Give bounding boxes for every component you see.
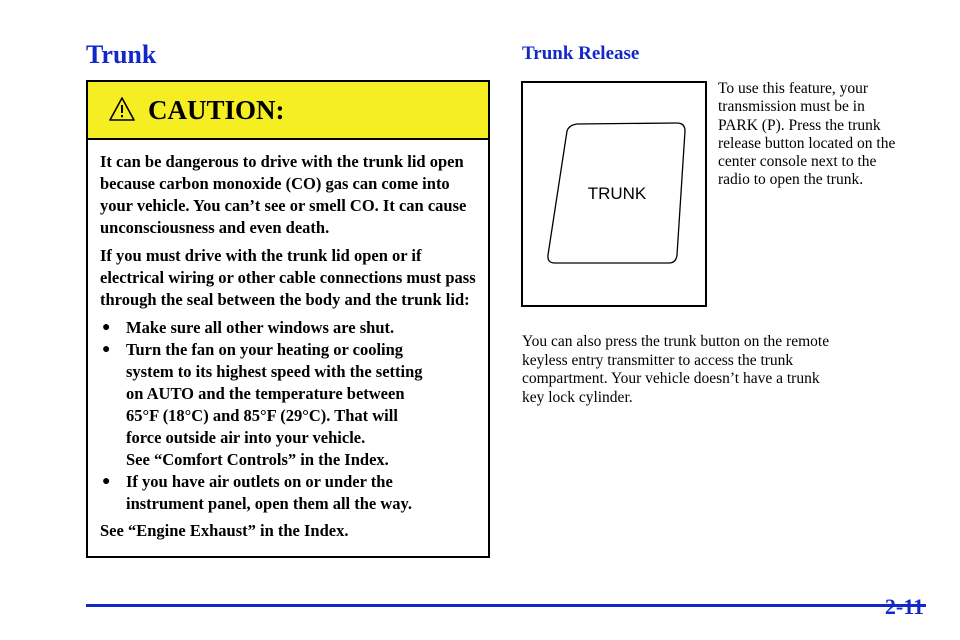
- bullet-icon: ●: [102, 474, 111, 489]
- page-number: 2-11: [884, 594, 924, 619]
- list-item: [100, 471, 476, 515]
- bullet-text: Make sure all other windows are shut.: [126, 318, 395, 337]
- bullet-icon: ●: [102, 342, 111, 357]
- footer-rule: [86, 604, 926, 607]
- caution-paragraph-1: It can be dangerous to drive with the trunk lid open because carbon monoxide (CO) gas can come into your vehicle. You can’t see or smell CO. It can cause unconsciousness and even death.: [100, 152, 467, 237]
- caution-body: [88, 140, 488, 542]
- page-title: Trunk: [86, 40, 157, 69]
- trunk-button-figure: [521, 81, 707, 307]
- trunk-release-side-text: To use this feature, your transmission must be in PARK (P). Press the trunk release button located on the center console next to the radio to open the trunk.: [718, 80, 896, 189]
- trunk-button-label: TRUNK: [587, 184, 647, 203]
- bullet-text: Turn the fan on your heating or cooling system to its highest speed with the setting on AUTO and the temperature between 65°F (18°C) and 85°F (29°C). That will force outside air into your vehicle. See “Comfort Controls” in the Index.: [126, 340, 423, 469]
- trunk-button-illustration: [523, 83, 705, 305]
- caution-label: CAUTION:: [148, 95, 285, 125]
- caution-footer: See “Engine Exhaust” in the Index.: [100, 521, 349, 540]
- bullet-text: If you have air outlets on or under the instrument panel, open them all the way.: [126, 472, 413, 513]
- caution-box: [86, 80, 490, 558]
- caution-header: [88, 82, 488, 140]
- section-title-trunk-release: Trunk Release: [522, 43, 640, 64]
- trunk-release-body-text: You can also press the trunk button on the remote keyless entry transmitter to access the trunk compartment. Your vehicle doesn’t have a trunk key lock cylinder.: [522, 333, 830, 406]
- caution-paragraph-2: If you must drive with the trunk lid open or if electrical wiring or other cable connections must pass through the seal between the body and the trunk lid:: [100, 246, 476, 309]
- list-item: [100, 317, 476, 339]
- caution-bullet-list: [100, 317, 476, 515]
- warning-triangle-icon: [108, 96, 136, 122]
- bullet-icon: ●: [102, 320, 111, 335]
- list-item: [100, 339, 476, 471]
